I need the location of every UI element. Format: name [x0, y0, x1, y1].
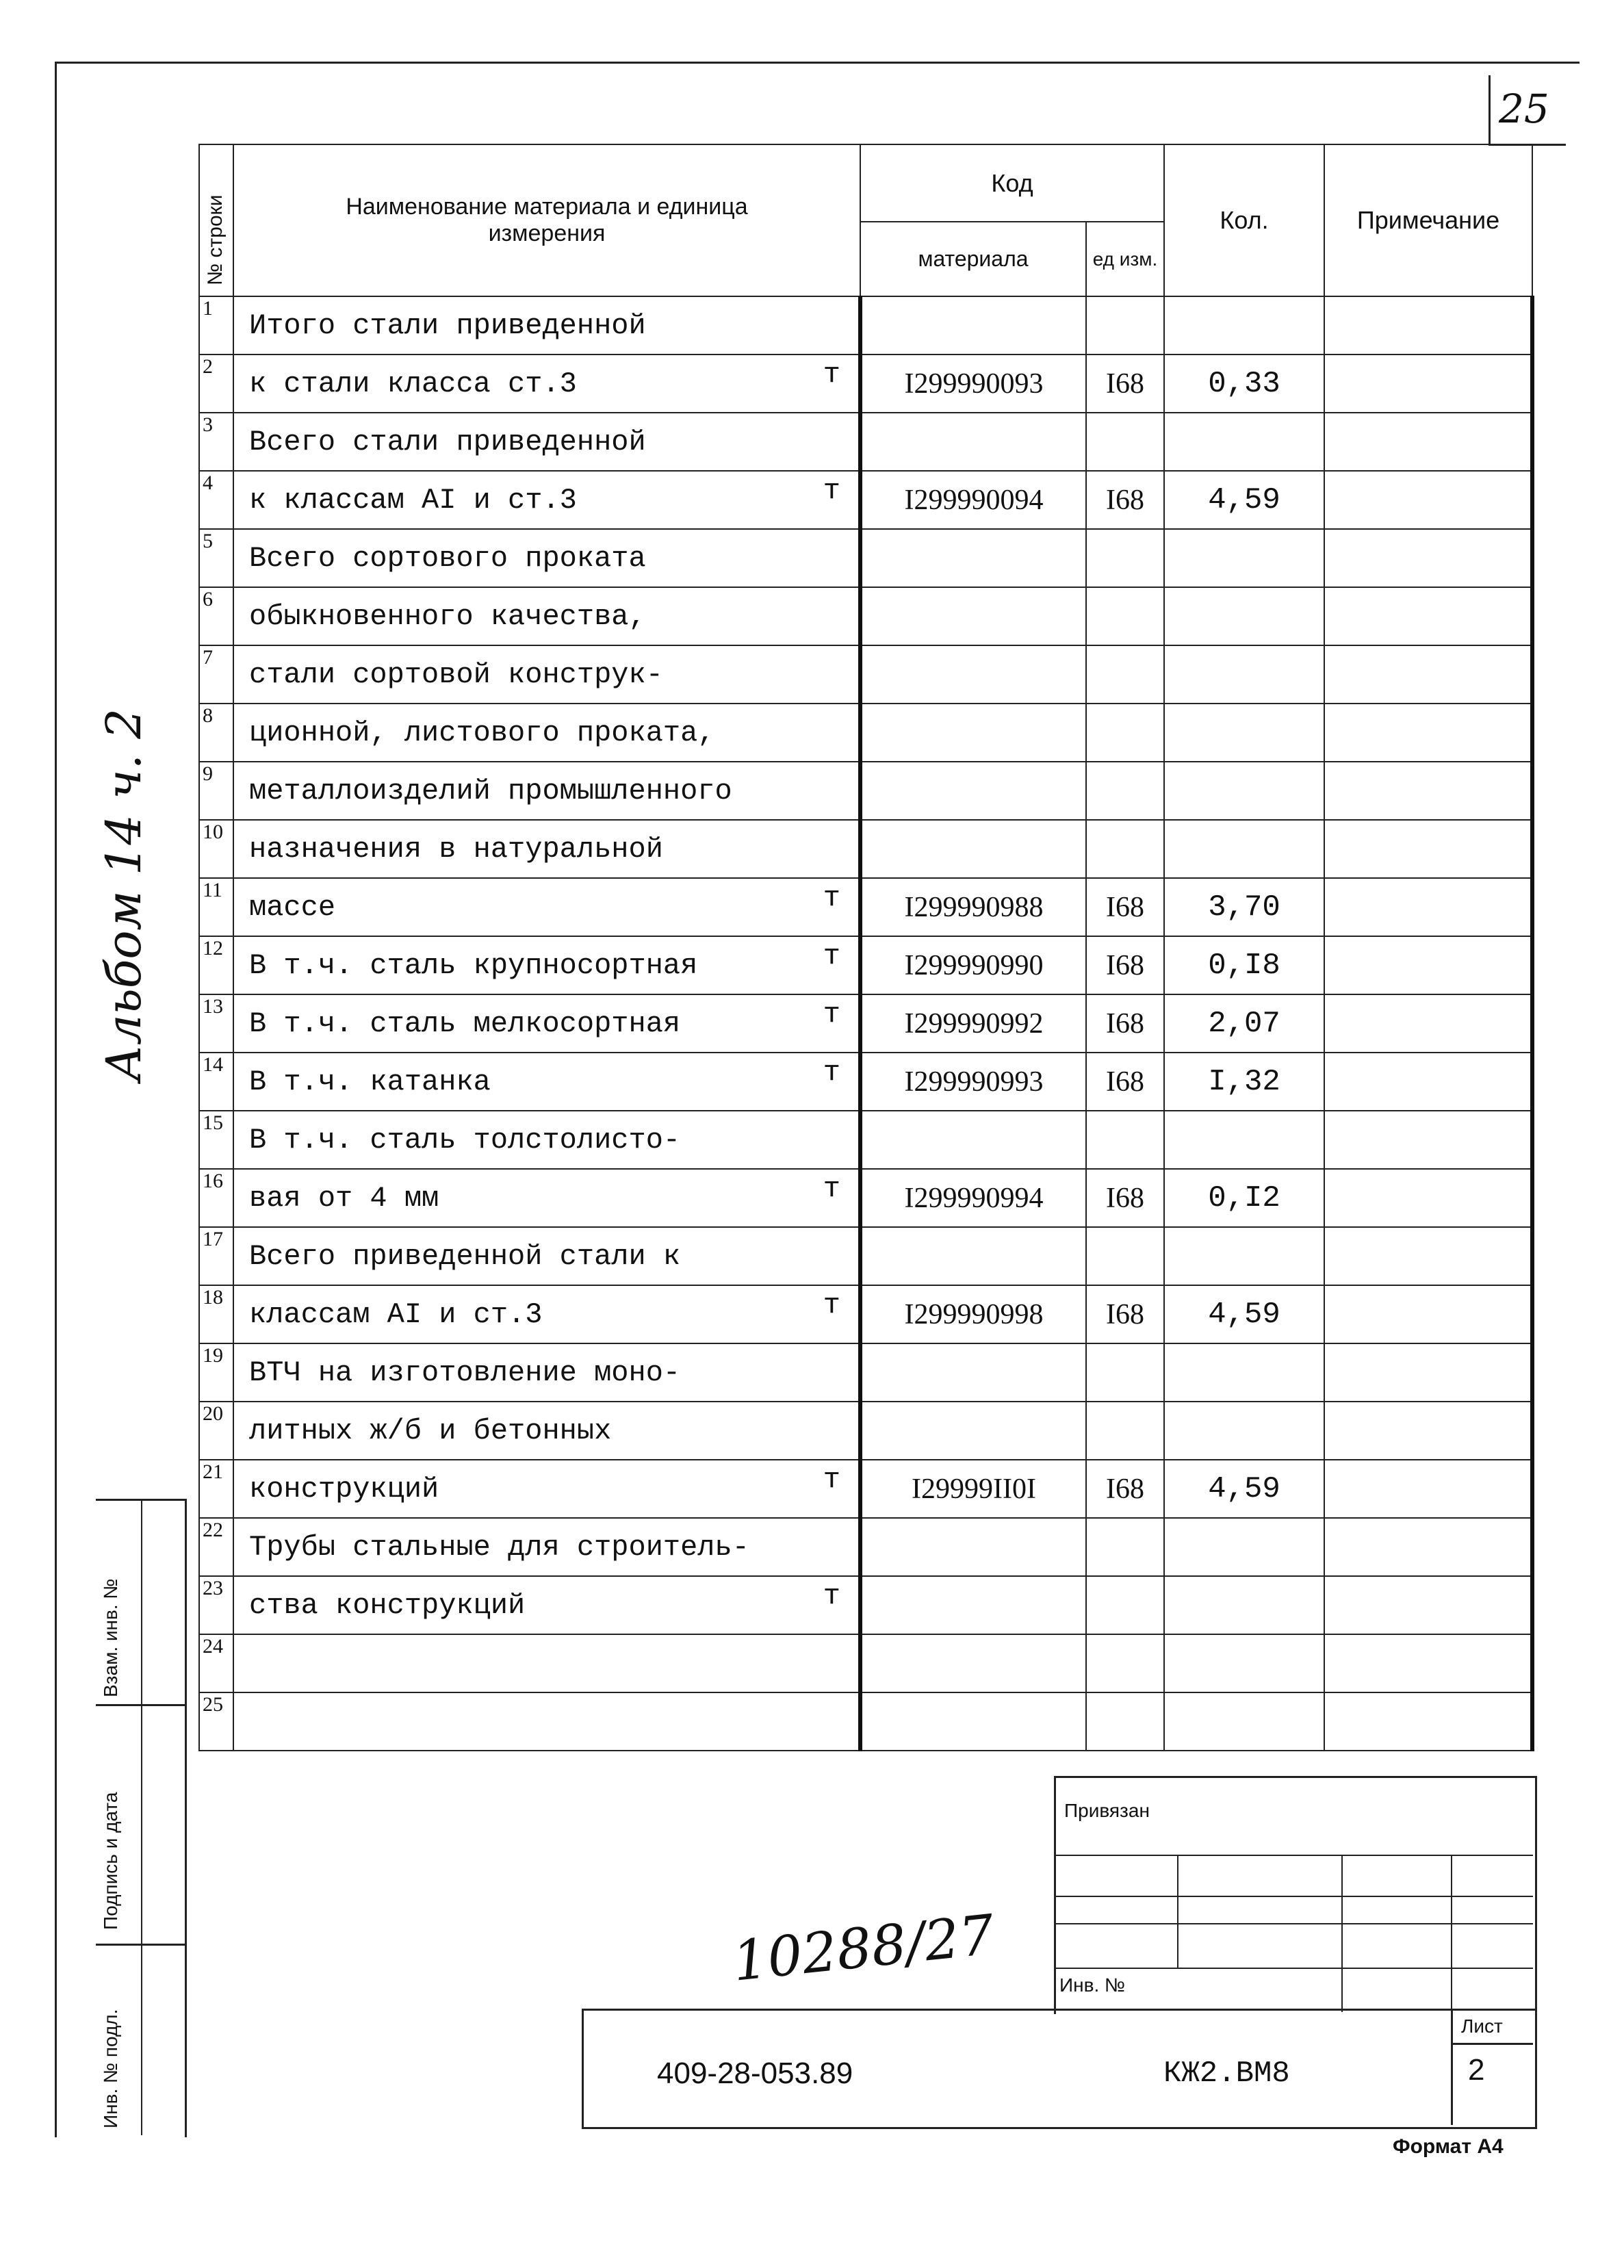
material-unit: т [823, 1289, 840, 1322]
note-cell [1324, 878, 1532, 936]
row-number: 21 [199, 1460, 233, 1518]
row-number: 13 [199, 994, 233, 1053]
note-cell [1324, 355, 1532, 413]
table-row [199, 1692, 1532, 1751]
material-name-cell [233, 1460, 860, 1518]
material-code: I299990998 [860, 1285, 1086, 1343]
table-row [199, 994, 1532, 1053]
quantity: 4,59 [1164, 1460, 1324, 1518]
quantity [1164, 1343, 1324, 1402]
material-code [860, 587, 1086, 645]
material-name-cell [233, 762, 860, 820]
unit-code: I68 [1086, 1169, 1164, 1227]
material-name: к классам АI и ст.3 [249, 483, 577, 517]
material-name-cell [233, 529, 860, 587]
row-number: 2 [199, 355, 233, 413]
unit-code: I68 [1086, 1285, 1164, 1343]
material-name: В т.ч. катанка [249, 1065, 491, 1098]
handwritten-number: 10288/27 [730, 1903, 998, 1994]
note-cell [1324, 587, 1532, 645]
header-code-unit: ед изм. [1086, 222, 1164, 296]
note-cell [1324, 1460, 1532, 1518]
row-number: 4 [199, 471, 233, 529]
header-qty: Кол. [1164, 144, 1324, 296]
list-label: Лист [1461, 2015, 1503, 2037]
unit-code [1086, 1692, 1164, 1751]
note-cell [1324, 1285, 1532, 1343]
row-number: 12 [199, 936, 233, 994]
material-code [860, 1402, 1086, 1460]
header-name: Наименование материала и единица измерения [233, 144, 860, 296]
unit-code [1086, 296, 1164, 355]
note-cell [1324, 1169, 1532, 1227]
material-name-cell [233, 1402, 860, 1460]
album-handwritten-note: Альбом 14 ч. 2 [96, 708, 152, 1081]
row-number: 10 [199, 820, 233, 878]
unit-code [1086, 1227, 1164, 1285]
material-name: ционной, листового проката, [249, 716, 715, 749]
material-name-cell [233, 820, 860, 878]
material-unit: т [823, 1580, 840, 1612]
material-name: ВТЧ на изготовление моно- [249, 1356, 681, 1389]
table-row [199, 1285, 1532, 1343]
material-code: I299990993 [860, 1053, 1086, 1111]
material-code [860, 1227, 1086, 1285]
sheet-mark: КЖ2.ВМ8 [1163, 2057, 1290, 2091]
material-name: к стали класса ст.3 [249, 367, 577, 400]
material-name: Всего сортового проката [249, 541, 646, 575]
note-cell [1324, 645, 1532, 704]
unit-code [1086, 413, 1164, 471]
note-cell [1324, 936, 1532, 994]
table-row [199, 1169, 1532, 1227]
note-cell [1324, 994, 1532, 1053]
material-name: Всего стали приведенной [249, 425, 646, 459]
unit-code: I68 [1086, 355, 1164, 413]
material-name-cell [233, 471, 860, 529]
quantity: 2,07 [1164, 994, 1324, 1053]
material-unit: т [823, 1463, 840, 1496]
quantity: 0,I2 [1164, 1169, 1324, 1227]
material-name-cell [233, 994, 860, 1053]
material-name: массе [249, 890, 336, 924]
unit-code [1086, 529, 1164, 587]
material-code [860, 1576, 1086, 1634]
material-code: I299990992 [860, 994, 1086, 1053]
row-number: 8 [199, 704, 233, 762]
row-number: 22 [199, 1518, 233, 1576]
table-row [199, 820, 1532, 878]
material-code [860, 645, 1086, 704]
quantity: 4,59 [1164, 1285, 1324, 1343]
row-number: 6 [199, 587, 233, 645]
quantity [1164, 1402, 1324, 1460]
table-row [199, 471, 1532, 529]
note-cell [1324, 471, 1532, 529]
note-cell [1324, 1518, 1532, 1576]
unit-code: I68 [1086, 1053, 1164, 1111]
material-name-cell [233, 1576, 860, 1634]
material-name-cell [233, 1227, 860, 1285]
row-number: 18 [199, 1285, 233, 1343]
header-row-no: № строки [199, 144, 233, 296]
material-code [860, 1111, 1086, 1169]
quantity [1164, 529, 1324, 587]
material-name-cell [233, 1343, 860, 1402]
unit-code [1086, 1518, 1164, 1576]
format-label: Формат А4 [1393, 2135, 1504, 2158]
material-name-cell [233, 1169, 860, 1227]
quantity [1164, 1518, 1324, 1576]
material-name: литных ж/б и бетонных [249, 1414, 612, 1447]
material-code [860, 529, 1086, 587]
side-label-vzam: Взам. инв. № [100, 1578, 121, 1697]
note-cell [1324, 1227, 1532, 1285]
inv-no-label: Инв. № [1059, 1974, 1126, 1996]
row-number: 5 [199, 529, 233, 587]
table-row [199, 1634, 1532, 1692]
table-row [199, 936, 1532, 994]
unit-code [1086, 1343, 1164, 1402]
note-cell [1324, 1692, 1532, 1751]
material-name: Итого стали приведенной [249, 309, 646, 342]
material-name-cell [233, 1692, 860, 1751]
doc-code: 409-28-053.89 [657, 2057, 853, 2090]
material-name: металлоизделий промышленного [249, 774, 732, 808]
material-code: I299990093 [860, 355, 1086, 413]
material-name: вая от 4 мм [249, 1181, 439, 1215]
material-name: Всего приведенной стали к [249, 1239, 681, 1273]
table-row [199, 1111, 1532, 1169]
quantity: I,32 [1164, 1053, 1324, 1111]
material-code: I299990994 [860, 1169, 1086, 1227]
list-value: 2 [1468, 2053, 1485, 2087]
quantity: 4,59 [1164, 471, 1324, 529]
table-row [199, 1576, 1532, 1634]
material-name-cell [233, 413, 860, 471]
note-cell [1324, 296, 1532, 355]
material-name-cell [233, 936, 860, 994]
material-code [860, 1692, 1086, 1751]
material-name: В т.ч. сталь толстолисто- [249, 1123, 681, 1157]
table-row [199, 1460, 1532, 1518]
material-code [860, 296, 1086, 355]
material-name: классам АI и ст.3 [249, 1298, 543, 1331]
quantity [1164, 1692, 1324, 1751]
quantity [1164, 1111, 1324, 1169]
quantity [1164, 645, 1324, 704]
header-code: Код [860, 144, 1164, 222]
side-label-podpis: Подпись и дата [100, 1792, 121, 1930]
unit-code [1086, 645, 1164, 704]
row-number: 20 [199, 1402, 233, 1460]
row-number: 3 [199, 413, 233, 471]
unit-code: I68 [1086, 1460, 1164, 1518]
note-cell [1324, 1634, 1532, 1692]
materials-table [198, 144, 1534, 1751]
table-row [199, 1402, 1532, 1460]
row-number: 14 [199, 1053, 233, 1111]
material-name-cell [233, 296, 860, 355]
table-row [199, 878, 1532, 936]
material-unit: т [823, 940, 840, 972]
unit-code [1086, 1111, 1164, 1169]
row-number: 9 [199, 762, 233, 820]
material-name-cell [233, 645, 860, 704]
unit-code [1086, 587, 1164, 645]
row-number: 25 [199, 1692, 233, 1751]
row-number: 15 [199, 1111, 233, 1169]
material-code: I299990094 [860, 471, 1086, 529]
material-unit: т [823, 998, 840, 1031]
table-row [199, 355, 1532, 413]
material-code [860, 1518, 1086, 1576]
unit-code [1086, 1402, 1164, 1460]
quantity [1164, 1227, 1324, 1285]
quantity [1164, 762, 1324, 820]
unit-code: I68 [1086, 936, 1164, 994]
unit-code [1086, 704, 1164, 762]
row-number: 19 [199, 1343, 233, 1402]
row-number: 1 [199, 296, 233, 355]
note-cell [1324, 1343, 1532, 1402]
material-unit: т [823, 1172, 840, 1205]
note-cell [1324, 820, 1532, 878]
row-number: 16 [199, 1169, 233, 1227]
note-cell [1324, 1111, 1532, 1169]
quantity [1164, 296, 1324, 355]
table-row [199, 1343, 1532, 1402]
quantity [1164, 1576, 1324, 1634]
unit-code: I68 [1086, 994, 1164, 1053]
unit-code [1086, 762, 1164, 820]
material-name: стали сортовой конструк- [249, 658, 663, 691]
material-code: I299990988 [860, 878, 1086, 936]
material-name: ства конструкций [249, 1588, 526, 1622]
note-cell [1324, 704, 1532, 762]
header-code-material: материала [860, 222, 1086, 296]
quantity [1164, 704, 1324, 762]
quantity [1164, 587, 1324, 645]
side-label-inv-podl: Инв. № подл. [100, 2009, 121, 2128]
note-cell [1324, 1053, 1532, 1111]
table-row [199, 1053, 1532, 1111]
table-row [199, 529, 1532, 587]
material-code: I29999II0I [860, 1460, 1086, 1518]
table-row [199, 645, 1532, 704]
material-name-cell [233, 704, 860, 762]
material-name-cell [233, 1053, 860, 1111]
row-number: 23 [199, 1576, 233, 1634]
material-code [860, 820, 1086, 878]
header-note: Примечание [1324, 144, 1532, 296]
unit-code [1086, 1576, 1164, 1634]
table-row [199, 704, 1532, 762]
quantity [1164, 413, 1324, 471]
material-name-cell [233, 587, 860, 645]
quantity: 3,70 [1164, 878, 1324, 936]
note-cell [1324, 762, 1532, 820]
quantity: 0,33 [1164, 355, 1324, 413]
material-name-cell [233, 355, 860, 413]
material-code [860, 704, 1086, 762]
row-number: 11 [199, 878, 233, 936]
material-name: В т.ч. сталь мелкосортная [249, 1007, 681, 1040]
material-name: обыкновенного качества, [249, 600, 646, 633]
unit-code: I68 [1086, 471, 1164, 529]
material-code [860, 1634, 1086, 1692]
material-name: В т.ч. сталь крупносортная [249, 949, 698, 982]
row-number: 24 [199, 1634, 233, 1692]
quantity [1164, 1634, 1324, 1692]
privyazan-label: Привязан [1064, 1800, 1150, 1821]
material-code [860, 1343, 1086, 1402]
quantity [1164, 820, 1324, 878]
material-unit: т [823, 881, 840, 914]
quantity: 0,I8 [1164, 936, 1324, 994]
unit-code: I68 [1086, 878, 1164, 936]
table-row [199, 762, 1532, 820]
unit-code [1086, 1634, 1164, 1692]
table-row [199, 587, 1532, 645]
page-number: 25 [1499, 86, 1549, 132]
note-cell [1324, 413, 1532, 471]
material-code [860, 413, 1086, 471]
material-name-cell [233, 1518, 860, 1576]
note-cell [1324, 1402, 1532, 1460]
material-name: назначения в натуральной [249, 832, 663, 866]
material-unit: т [823, 358, 840, 391]
note-cell [1324, 529, 1532, 587]
material-name: конструкций [249, 1472, 439, 1506]
table-row [199, 1227, 1532, 1285]
row-number: 17 [199, 1227, 233, 1285]
material-code [860, 762, 1086, 820]
material-name-cell [233, 1285, 860, 1343]
material-name-cell [233, 878, 860, 936]
row-number: 7 [199, 645, 233, 704]
material-name: Трубы стальные для строитель- [249, 1530, 749, 1564]
material-code: I299990990 [860, 936, 1086, 994]
table-row [199, 1518, 1532, 1576]
material-unit: т [823, 1056, 840, 1089]
materials-table-body [199, 296, 1532, 1751]
table-row [199, 413, 1532, 471]
note-cell [1324, 1576, 1532, 1634]
table-row [199, 296, 1532, 355]
material-unit: т [823, 474, 840, 507]
material-name-cell [233, 1634, 860, 1692]
unit-code [1086, 820, 1164, 878]
material-name-cell [233, 1111, 860, 1169]
